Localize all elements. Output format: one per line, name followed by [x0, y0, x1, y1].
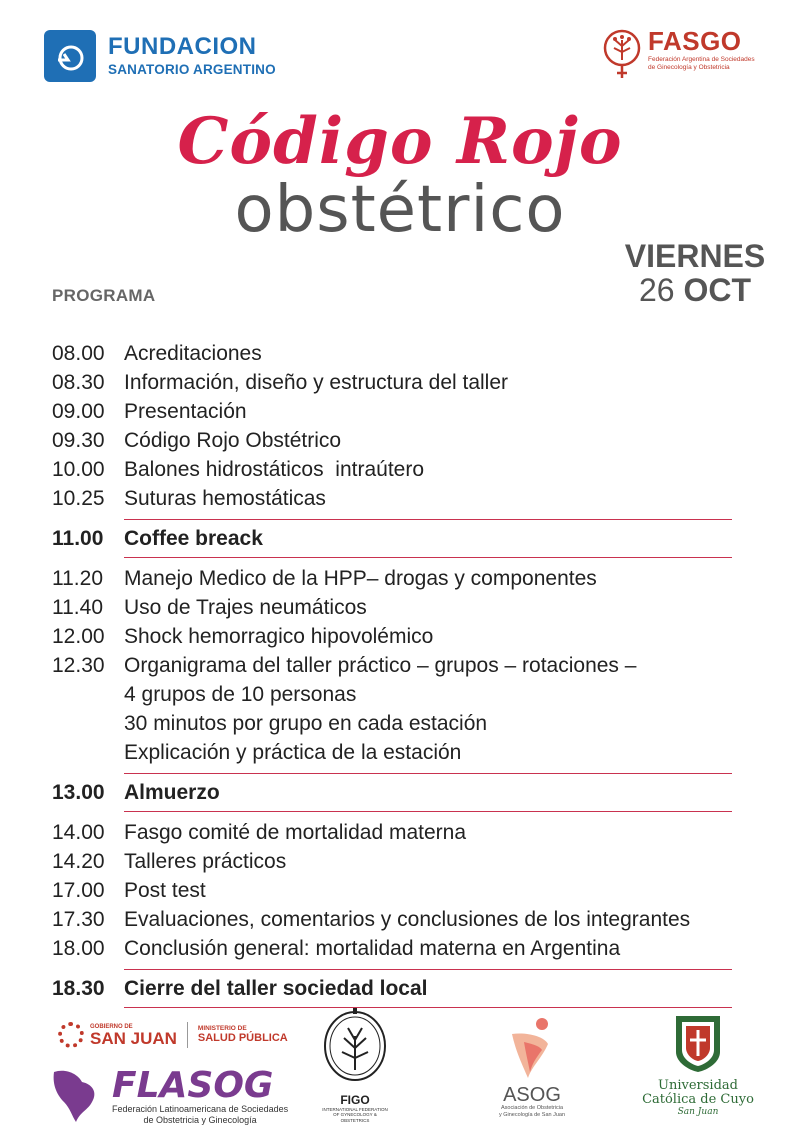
schedule-activity: Talleres prácticos — [124, 850, 287, 873]
schedule-time: 14.20 — [52, 850, 105, 873]
title-line2: obstétrico — [234, 173, 566, 247]
event-date-number: 26 — [638, 272, 675, 308]
san-juan-ministerio: MINISTERIO DE — [197, 1024, 247, 1032]
divider — [124, 969, 732, 970]
schedule-row-break — [52, 524, 752, 553]
schedule-row — [52, 847, 752, 876]
asog-figure-icon — [502, 1014, 562, 1080]
flasog-name: FLASOG — [112, 1065, 274, 1107]
schedule-activity: Manejo Medico de la HPP– drogas y componentes — [124, 567, 597, 590]
title-line1: Código Rojo — [177, 104, 623, 179]
schedule-row-continuation — [52, 680, 752, 709]
fasgo-subtitle: Federación Argentina de Sociedades de Ginecología y Obstetricia — [648, 56, 755, 71]
schedule-activity: Balones hidrostáticos intraútero — [124, 458, 424, 481]
schedule-activity: Suturas hemostáticas — [124, 487, 326, 510]
schedule-row — [52, 368, 752, 397]
ucc-line1: Universidad — [658, 1078, 738, 1093]
fasgo-name: FASGO — [648, 26, 742, 56]
universidad-catolica-cuyo-logo — [636, 1012, 760, 1117]
schedule-activity: Código Rojo Obstétrico — [124, 429, 342, 452]
schedule-row — [52, 651, 752, 680]
schedule-activity: Uso de Trajes neumáticos — [124, 596, 367, 619]
schedule-time: 12.00 — [52, 625, 105, 648]
fundacion-emblem-icon — [44, 30, 96, 82]
divider — [124, 811, 732, 812]
schedule-activity: Fasgo comité de mortalidad materna — [124, 821, 466, 844]
event-date — [610, 274, 780, 306]
figo-name: FIGO — [340, 1093, 370, 1107]
divider — [124, 773, 732, 774]
divider — [124, 557, 732, 558]
schedule-time: 08.00 — [52, 342, 105, 365]
schedule-time: 11.20 — [52, 567, 103, 590]
schedule-row — [52, 905, 752, 934]
schedule-time: 09.30 — [52, 429, 105, 452]
fundacion-line2: SANATORIO ARGENTINO — [108, 62, 276, 78]
sponsor-logos — [0, 1008, 800, 1132]
latin-america-map-icon — [48, 1066, 108, 1126]
schedule-activity: Presentación — [124, 400, 247, 423]
asog-line1: Asociación de Obstetricia — [500, 1105, 564, 1111]
figo-logo — [320, 1008, 390, 1123]
divider — [124, 519, 732, 520]
schedule-row — [52, 564, 752, 593]
schedule-activity: Evaluaciones, comentarios y conclusiones de los integrantes — [124, 908, 691, 931]
schedule-activity: Post test — [124, 879, 206, 902]
schedule-row — [52, 622, 752, 651]
san-juan-gobierno: GOBIERNO DE — [90, 1023, 133, 1030]
schedule-activity: Cierre del taller sociedad local — [124, 977, 428, 1000]
asog-line2: y Ginecología de San Juan — [498, 1111, 566, 1118]
schedule-time: 10.25 — [52, 487, 105, 510]
schedule-row — [52, 934, 752, 963]
fasgo-tree-icon — [600, 28, 644, 84]
schedule-row-continuation — [52, 738, 752, 767]
schedule-row-continuation — [52, 709, 752, 738]
schedule-time: 17.00 — [52, 879, 105, 902]
schedule-activity: Conclusión general: mortalidad materna en Argentina — [124, 937, 621, 960]
schedule-time: 13.00 — [52, 781, 105, 804]
section-label: PROGRAMA — [52, 286, 156, 305]
schedule-activity: Acreditaciones — [124, 342, 262, 365]
event-day: VIERNES — [624, 238, 766, 274]
san-juan-logo — [58, 1022, 288, 1048]
schedule-list — [52, 339, 752, 1008]
schedule-activity: Coffee breack — [124, 527, 263, 550]
schedule-row — [52, 397, 752, 426]
schedule-activity: Información, diseño y estructura del taller — [124, 371, 509, 394]
ucc-line2: Católica de Cuyo — [642, 1092, 754, 1108]
schedule-time: 14.00 — [52, 821, 105, 844]
schedule-row-break — [52, 778, 752, 807]
schedule-time: 18.00 — [52, 937, 105, 960]
schedule-activity: Shock hemorragico hipovolémico — [124, 625, 434, 648]
fasgo-logo — [600, 28, 758, 84]
schedule-activity: 30 minutos por grupo en cada estación — [124, 712, 488, 735]
fundacion-sanatorio-argentino-logo — [44, 30, 276, 82]
schedule-activity: Almuerzo — [124, 781, 220, 804]
san-juan-name: SAN JUAN — [90, 1028, 177, 1048]
asog-logo — [492, 1014, 572, 1118]
san-juan-area: SALUD PÚBLICA — [197, 1032, 288, 1045]
schedule-time: 17.30 — [52, 908, 105, 931]
schedule-time: 18.30 — [52, 977, 105, 1000]
schedule-time: 11.00 — [52, 527, 104, 550]
schedule-row — [52, 339, 752, 368]
figo-subtitle: INTERNATIONAL FEDERATION OF GYNECOLOGY & OBSTETRICS — [322, 1107, 388, 1123]
figo-tree-icon — [320, 1008, 390, 1088]
schedule-row — [52, 426, 752, 455]
schedule-activity: Explicación y práctica de la estación — [124, 741, 462, 764]
schedule-activity: Organigrama del taller práctico – grupos – rotaciones – — [124, 654, 637, 677]
schedule-time: 08.30 — [52, 371, 105, 394]
flasog-line2: de Obstetricia y Ginecología — [143, 1115, 257, 1126]
schedule-time: 11.40 — [52, 596, 103, 619]
schedule-row — [52, 484, 752, 513]
schedule-row — [52, 455, 752, 484]
ucc-line3: San Juan — [677, 1106, 719, 1117]
flasog-logo — [48, 1066, 288, 1126]
schedule-time: 09.00 — [52, 400, 105, 423]
flasog-line1: Federación Latinoamericana de Sociedades — [112, 1104, 289, 1115]
san-juan-emblem-icon — [58, 1022, 84, 1048]
schedule-row — [52, 593, 752, 622]
schedule-activity: 4 grupos de 10 personas — [124, 683, 357, 706]
schedule-row — [52, 876, 752, 905]
schedule-time: 12.30 — [52, 654, 105, 677]
university-shield-icon — [672, 1012, 724, 1074]
event-date-month: OCT — [683, 272, 752, 308]
schedule-time: 10.00 — [52, 458, 105, 481]
asog-name: ASOG — [503, 1084, 561, 1106]
fundacion-line1: FUNDACION — [108, 33, 257, 61]
san-juan-divider — [187, 1022, 188, 1048]
schedule-row — [52, 818, 752, 847]
schedule-row-closing — [52, 974, 752, 1003]
